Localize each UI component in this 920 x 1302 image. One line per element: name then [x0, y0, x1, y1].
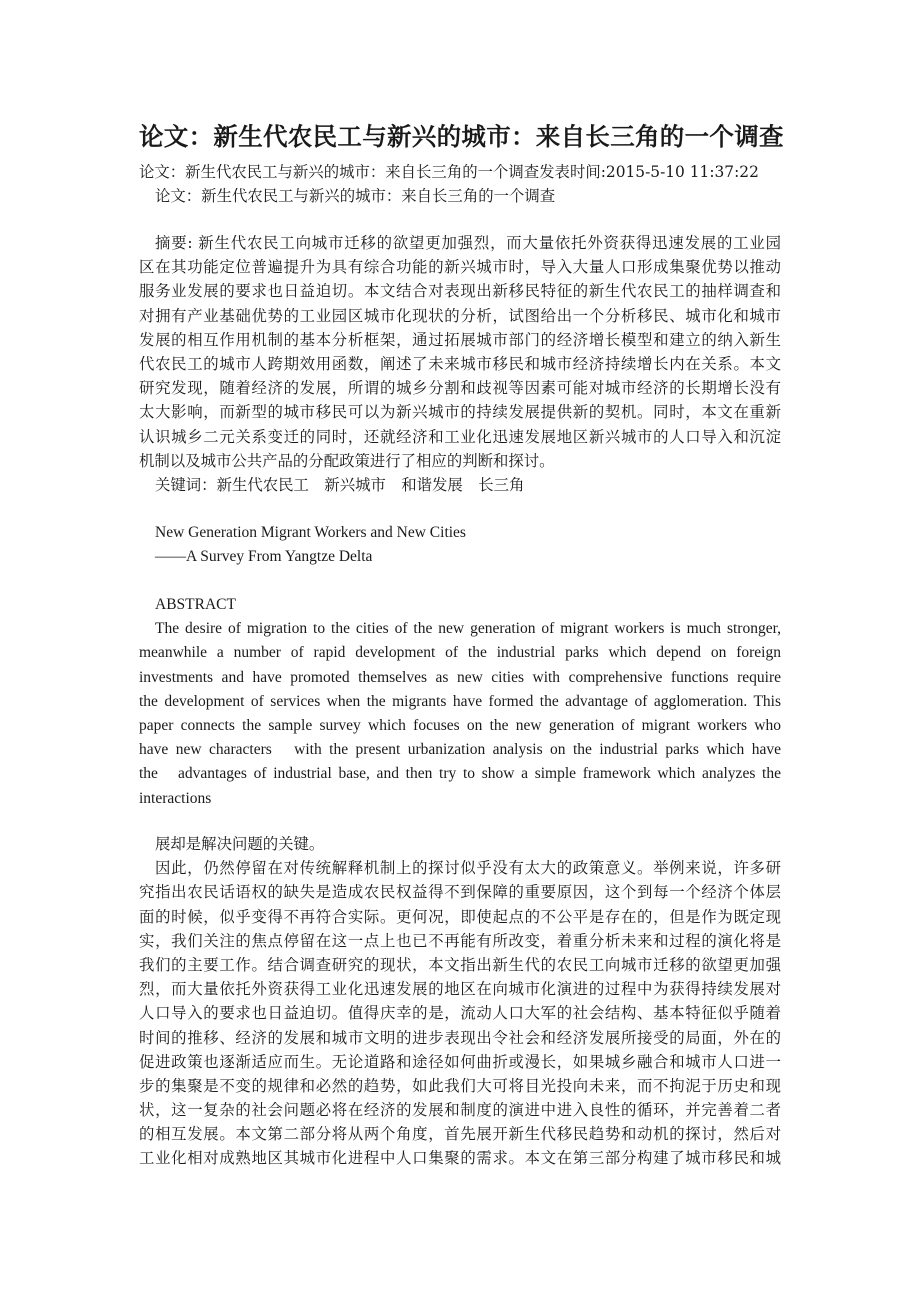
body-line: 我们的主要工作。结合调查研究的现状，本文指出新生代的农民工向城市迁移的欲望更加强: [139, 955, 781, 974]
abstract-line: 代农民工的城市人跨期效用函数，阐述了未来城市移民和城市经济持续增长内在关系。本文: [139, 354, 781, 373]
publish-meta-line: 论文：新生代农民工与新兴的城市：来自长三角的一个调查发表时间:2015-5-10 11:37:22: [139, 163, 759, 181]
abstract-line: 区在其功能定位普遍提升为具有综合功能的新兴城市时，导入大量人口形成集聚优势以推动: [139, 258, 781, 277]
body-line: 人口导入的要求也日益迫切。值得庆幸的是，流动人口大军的社会结构、基本特征似乎随着: [139, 1004, 781, 1023]
body-line: 步的集聚是不变的规律和必然的趋势，如此我们大可将目光投向未来，而不拘泥于历史和现: [139, 1076, 781, 1095]
document-title: 论文：新生代农民工与新兴的城市：来自长三角的一个调查: [139, 122, 784, 151]
body-line: 因此，仍然停留在对传统解释机制上的探讨似乎没有太大的政策意义。举例来说，许多研: [155, 859, 781, 878]
abstract-line: 对拥有产业基础优势的工业园区城市化现状的分析，试图给出一个分析移民、城市化和城市: [139, 306, 781, 325]
english-title: New Generation Migrant Workers and New Cities: [155, 524, 466, 541]
body-line: 状，这一复杂的社会问题必将在经济的发展和制度的演进中进入良性的循环，并完善着二者: [139, 1101, 781, 1120]
english-abstract-line: the development of services when the migrants have formed the advantage of agglomeration. This: [139, 692, 781, 710]
abstract-line: 服务业发展的要求也日益迫切。本文结合对表现出新移民特征的新生代农民工的抽样调查和: [139, 282, 781, 301]
english-abstract-line: the advantages of industrial base, and then try to show a simple framework which analyzes the: [139, 765, 781, 783]
english-abstract-line: have new characters with the present urbanization analysis on the industrial parks which have: [139, 741, 781, 759]
body-line: 促进政策也逐渐适应而生。无论道路和途径如何曲折或漫长，如果城乡融合和城市人口进一: [139, 1052, 781, 1071]
english-abstract-line: meanwhile a number of rapid development of the industrial parks which depend on foreign: [139, 644, 781, 662]
english-abstract-line: paper connects the sample survey which focuses on the new generation of migrant workers who: [139, 716, 781, 734]
body-line: 展却是解决问题的关键。: [155, 835, 325, 853]
body-line: 实，我们关注的焦点停留在这一点上也已不再能有所改变，着重分析未来和过程的演化将是: [139, 931, 781, 950]
body-text: [139, 832, 781, 1171]
body-line: 的相互发展。本文第二部分将从两个角度，首先展开新生代移民趋势和动机的探讨，然后对: [139, 1125, 781, 1144]
body-line: 烈，而大量依托外资获得工业化迅速发展的地区在向城市化演进的过程中为获得持续发展对: [139, 980, 781, 999]
body-line: 工业化相对成熟地区其城市化进程中人口集聚的需求。本文在第三部分构建了城市移民和城: [139, 1149, 781, 1168]
english-abstract-line: The desire of migration to the cities of the new generation of migrant workers is much stronger,: [155, 620, 781, 638]
subtitle: 论文：新生代农民工与新兴的城市：来自长三角的一个调查: [155, 187, 556, 205]
abstract-heading: ABSTRACT: [155, 596, 236, 613]
abstract-line: 摘要: 新生代农民工向城市迁移的欲望更加强烈，而大量依托外资获得迅速发展的工业园: [155, 234, 781, 252]
abstract-line: 太大影响，而新型的城市移民可以为新兴城市的持续发展提供新的契机。同时，本文在重新: [139, 403, 781, 422]
body-line: 时间的推移、经济的发展和城市文明的进步表现出令社会和经济发展所接受的局面，外在的: [139, 1028, 781, 1047]
abstract-line: 机制以及城市公共产品的分配政策进行了相应的判断和探讨。: [139, 451, 555, 470]
body-line: 面的时候，似乎变得不再符合实际。更何况，即使起点的不公平是存在的，但是作为既定现: [139, 907, 781, 926]
english-abstract-line: interactions: [139, 789, 212, 807]
keywords: 关键词：新生代农民工 新兴城市 和谐发展 长三角: [155, 475, 525, 494]
abstract-line: 研究发现，随着经济的发展，所谓的城乡分割和歧视等因素可能对城市经济的长期增长没有: [139, 379, 781, 398]
abstract-line: 认识城乡二元关系变迁的同时，还就经济和工业化迅速发展地区新兴城市的人口导入和沉淀: [139, 427, 781, 446]
body-line: 究指出农民话语权的缺失是造成农民权益得不到保障的重要原因，这个到每一个经济个体层: [139, 883, 781, 902]
english-abstract-line: investments and have promoted themselves as new cities with comprehensive functions require: [139, 668, 781, 686]
english-abstract: [139, 593, 781, 811]
abstract-line: 发展的相互作用机制的基本分析框架，通过拓展城市部门的经济增长模型和建立的纳入新生: [139, 330, 781, 349]
english-title-block: [139, 521, 781, 569]
chinese-abstract: [139, 231, 781, 497]
english-subtitle: ——A Survey From Yangtze Delta: [155, 548, 373, 566]
